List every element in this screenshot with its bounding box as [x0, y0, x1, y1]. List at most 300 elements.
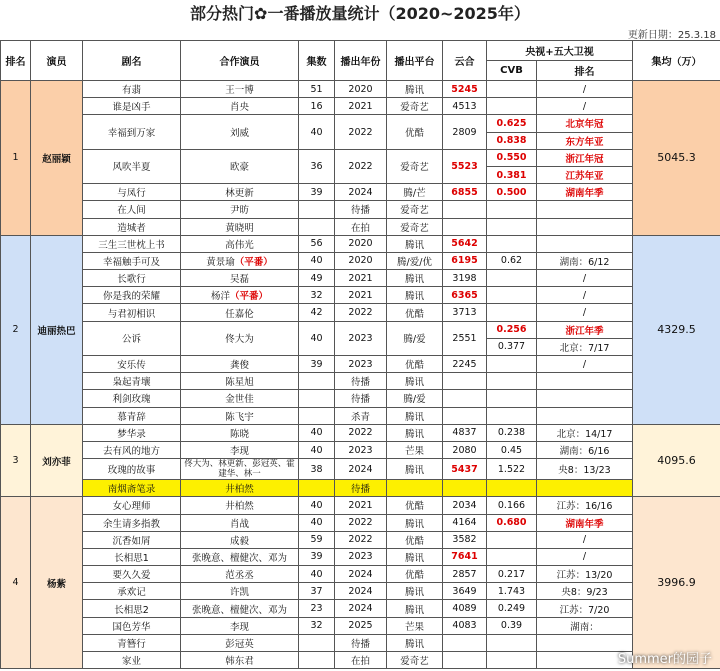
costar-cell: 林更新	[181, 184, 299, 201]
costar-cell: 陈飞宇	[181, 407, 299, 424]
cvb-cell	[487, 304, 537, 321]
year-cell: 2021	[335, 98, 387, 115]
platform-cell: 腾讯	[387, 548, 443, 565]
ranking-cell: /	[537, 356, 633, 373]
platform-cell: 腾讯	[387, 407, 443, 424]
costar-cell: 张晚意、檀健次、邓为	[181, 600, 299, 617]
actor-cell: 杨紫	[31, 497, 83, 669]
title-cell: 余生请多指教	[83, 514, 181, 531]
table-row	[1, 304, 720, 321]
cvb-cell	[487, 356, 537, 373]
header-cell: 播出平台	[387, 41, 443, 81]
costar-cell: 黄景瑜（平番）	[181, 252, 299, 269]
yunhe-cell: 3198	[443, 270, 487, 287]
episodes-cell	[299, 218, 335, 235]
cvb-cell	[487, 407, 537, 424]
year-cell: 2023	[335, 441, 387, 458]
year-cell: 待播	[335, 201, 387, 218]
year-cell: 2025	[335, 617, 387, 634]
actor-cell: 赵丽颖	[31, 81, 83, 236]
title-cell: 国色芳华	[83, 617, 181, 634]
year-cell: 2022	[335, 115, 387, 149]
title-cell: 与凤行	[83, 184, 181, 201]
costar-cell: 成毅	[181, 531, 299, 548]
table-row	[1, 407, 720, 424]
cvb-cell: 0.377	[487, 338, 537, 355]
cvb-cell	[487, 218, 537, 235]
yunhe-cell: 2245	[443, 356, 487, 373]
cvb-cell: 0.249	[487, 600, 537, 617]
cvb-cell	[487, 270, 537, 287]
table-row	[1, 583, 720, 600]
header-cell: 演员	[31, 41, 83, 81]
yunhe-cell: 6195	[443, 252, 487, 269]
year-cell: 待播	[335, 634, 387, 651]
yunhe-cell: 6855	[443, 184, 487, 201]
episodes-cell: 39	[299, 548, 335, 565]
ranking-cell: 江苏：16/16	[537, 497, 633, 514]
yunhe-cell: 2551	[443, 321, 487, 355]
yunhe-cell: 2809	[443, 115, 487, 149]
platform-cell: 腾/爱	[387, 390, 443, 407]
episodes-cell: 40	[299, 252, 335, 269]
cvb-cell	[487, 652, 537, 669]
cvb-cell: 0.625	[487, 115, 537, 132]
costar-cell: 黄晓明	[181, 218, 299, 235]
year-cell: 2022	[335, 424, 387, 441]
ranking-cell: 央8：9/23	[537, 583, 633, 600]
platform-cell: 爱奇艺	[387, 201, 443, 218]
ranking-cell	[537, 373, 633, 390]
episodes-cell: 40	[299, 424, 335, 441]
rank-cell: 3	[1, 424, 31, 497]
ranking-cell: /	[537, 531, 633, 548]
episodes-cell	[299, 480, 335, 497]
ranking-cell	[537, 201, 633, 218]
platform-cell: 芒果	[387, 441, 443, 458]
cvb-cell: 0.217	[487, 566, 537, 583]
year-cell: 2022	[335, 149, 387, 183]
table-row	[1, 548, 720, 565]
ranking-cell: 江苏：7/20	[537, 600, 633, 617]
table-row	[1, 252, 720, 269]
page-title: 部分热门✿一番播放量统计（2020~2025年）	[190, 4, 530, 23]
costar-cell: 任嘉伦	[181, 304, 299, 321]
yunhe-cell: 3649	[443, 583, 487, 600]
table-row	[1, 634, 720, 651]
title-cell: 风吹半夏	[83, 149, 181, 183]
title-cell: 幸福到万家	[83, 115, 181, 149]
yunhe-cell: 2857	[443, 566, 487, 583]
episodes-cell: 36	[299, 149, 335, 183]
yunhe-cell: 4164	[443, 514, 487, 531]
ranking-cell: /	[537, 98, 633, 115]
table-row	[1, 600, 720, 617]
ranking-cell	[537, 480, 633, 497]
episodes-cell: 16	[299, 98, 335, 115]
costar-cell: 井柏然	[181, 497, 299, 514]
episodes-cell	[299, 390, 335, 407]
title-cell: 有翡	[83, 81, 181, 98]
title-cell: 家业	[83, 652, 181, 669]
episodes-cell: 38	[299, 459, 335, 480]
yunhe-cell	[443, 218, 487, 235]
title-cell: 长歌行	[83, 270, 181, 287]
year-cell: 2021	[335, 497, 387, 514]
ranking-cell: 湖南：6/12	[537, 252, 633, 269]
yunhe-cell	[443, 201, 487, 218]
table-row	[1, 514, 720, 531]
yunhe-cell: 3582	[443, 531, 487, 548]
costar-cell: 肖央	[181, 98, 299, 115]
title-cell: 去有风的地方	[83, 441, 181, 458]
table-row	[1, 235, 720, 252]
year-cell: 2020	[335, 81, 387, 98]
episodes-cell: 32	[299, 287, 335, 304]
title-cell: 梦华录	[83, 424, 181, 441]
title-cell: 女心理师	[83, 497, 181, 514]
costar-cell: 杨洋（平番）	[181, 287, 299, 304]
rank-cell: 1	[1, 81, 31, 236]
rank-cell: 4	[1, 497, 31, 669]
episodes-cell: 32	[299, 617, 335, 634]
header-cell: 央视+五大卫视	[487, 41, 633, 61]
costar-cell: 高伟光	[181, 235, 299, 252]
cvb-cell	[487, 81, 537, 98]
episodes-cell	[299, 201, 335, 218]
episodes-cell	[299, 634, 335, 651]
year-cell: 杀青	[335, 407, 387, 424]
cvb-cell	[487, 480, 537, 497]
yunhe-cell: 3713	[443, 304, 487, 321]
year-cell: 在拍	[335, 652, 387, 669]
title-cell: 慕青辞	[83, 407, 181, 424]
episodes-cell: 40	[299, 514, 335, 531]
year-cell: 在拍	[335, 218, 387, 235]
actor-cell: 迪丽热巴	[31, 235, 83, 424]
platform-cell: 腾/爱	[387, 321, 443, 355]
ranking-cell: 江苏年亚	[537, 166, 633, 183]
costar-cell: 李现	[181, 441, 299, 458]
costar-cell: 陈星旭	[181, 373, 299, 390]
cvb-cell: 0.238	[487, 424, 537, 441]
title-cell: 幸福触手可及	[83, 252, 181, 269]
title-cell: 你是我的荣耀	[83, 287, 181, 304]
yunhe-cell: 7641	[443, 548, 487, 565]
costar-cell: 韩东君	[181, 652, 299, 669]
episodes-cell: 23	[299, 600, 335, 617]
yunhe-cell	[443, 480, 487, 497]
yunhe-cell	[443, 373, 487, 390]
table-row	[1, 115, 720, 132]
header-cell: 云合	[443, 41, 487, 81]
platform-cell: 腾/爱/优	[387, 252, 443, 269]
yunhe-cell: 4083	[443, 617, 487, 634]
episodes-cell: 42	[299, 304, 335, 321]
cvb-cell	[487, 390, 537, 407]
ranking-cell	[537, 390, 633, 407]
costar-cell: 佟大为	[181, 321, 299, 355]
costar-cell: 陈晓	[181, 424, 299, 441]
cvb-cell	[487, 235, 537, 252]
cvb-cell: 0.45	[487, 441, 537, 458]
title-cell: 利剑玫瑰	[83, 390, 181, 407]
year-cell: 2022	[335, 514, 387, 531]
platform-cell: 腾讯	[387, 270, 443, 287]
ranking-cell	[537, 407, 633, 424]
yunhe-cell: 4837	[443, 424, 487, 441]
year-cell: 2024	[335, 184, 387, 201]
avg-cell: 5045.3	[633, 81, 720, 236]
year-cell: 待播	[335, 373, 387, 390]
title-cell: 枭起青壤	[83, 373, 181, 390]
year-cell: 待播	[335, 480, 387, 497]
title-cell: 安乐传	[83, 356, 181, 373]
costar-cell: 尹昉	[181, 201, 299, 218]
yunhe-cell: 2034	[443, 497, 487, 514]
cvb-cell: 0.500	[487, 184, 537, 201]
ranking-cell: 东方年亚	[537, 132, 633, 149]
platform-cell: 腾讯	[387, 235, 443, 252]
table-row	[1, 652, 720, 669]
ranking-cell: 浙江年季	[537, 321, 633, 338]
costar-cell: 龚俊	[181, 356, 299, 373]
episodes-cell	[299, 407, 335, 424]
costar-cell: 范丞丞	[181, 566, 299, 583]
platform-cell: 优酷	[387, 497, 443, 514]
cvb-cell: 0.838	[487, 132, 537, 149]
episodes-cell: 39	[299, 356, 335, 373]
costar-cell: 王一博	[181, 81, 299, 98]
cvb-cell: 0.166	[487, 497, 537, 514]
episodes-cell	[299, 652, 335, 669]
costar-cell: 欧豪	[181, 149, 299, 183]
title-cell: 造城者	[83, 218, 181, 235]
title-cell: 长相思2	[83, 600, 181, 617]
episodes-cell: 49	[299, 270, 335, 287]
yunhe-cell: 4089	[443, 600, 487, 617]
yunhe-cell: 5523	[443, 149, 487, 183]
year-cell: 2023	[335, 548, 387, 565]
episodes-cell: 40	[299, 566, 335, 583]
platform-cell: 腾/芒	[387, 184, 443, 201]
cvb-cell	[487, 98, 537, 115]
table-row	[1, 184, 720, 201]
table-row	[1, 459, 720, 480]
ranking-cell: /	[537, 81, 633, 98]
header-cell: 播出年份	[335, 41, 387, 81]
cvb-cell: 0.550	[487, 149, 537, 166]
cvb-cell: 0.256	[487, 321, 537, 338]
episodes-cell: 59	[299, 531, 335, 548]
avg-cell: 3996.9	[633, 497, 720, 669]
yunhe-cell	[443, 390, 487, 407]
table-row	[1, 98, 720, 115]
platform-cell	[387, 480, 443, 497]
yunhe-cell: 2080	[443, 441, 487, 458]
costar-cell: 彭冠英	[181, 634, 299, 651]
header-cell: 排名	[1, 41, 31, 81]
platform-cell: 爱奇艺	[387, 652, 443, 669]
table-row	[1, 441, 720, 458]
costar-cell: 张晚意、檀健次、邓为	[181, 548, 299, 565]
platform-cell: 爱奇艺	[387, 149, 443, 183]
title-cell: 与君初相识	[83, 304, 181, 321]
title-cell: 在人间	[83, 201, 181, 218]
table-row	[1, 356, 720, 373]
platform-cell: 爱奇艺	[387, 98, 443, 115]
year-cell: 2021	[335, 270, 387, 287]
title-cell: 谁是凶手	[83, 98, 181, 115]
table-row	[1, 218, 720, 235]
cvb-cell: 0.381	[487, 166, 537, 183]
cvb-cell: 0.62	[487, 252, 537, 269]
table-row	[1, 566, 720, 583]
title-cell: 公诉	[83, 321, 181, 355]
year-cell: 2023	[335, 356, 387, 373]
title-cell: 南烟斋笔录	[83, 480, 181, 497]
table-row	[1, 270, 720, 287]
yunhe-cell	[443, 634, 487, 651]
platform-cell: 腾讯	[387, 287, 443, 304]
platform-cell: 爱奇艺	[387, 218, 443, 235]
title-cell: 玫瑰的故事	[83, 459, 181, 480]
header-cell: 集数	[299, 41, 335, 81]
cvb-cell	[487, 287, 537, 304]
platform-cell: 腾讯	[387, 424, 443, 441]
episodes-cell: 40	[299, 321, 335, 355]
episodes-cell: 37	[299, 583, 335, 600]
header-cell: 合作演员	[181, 41, 299, 81]
platform-cell: 优酷	[387, 304, 443, 321]
title-cell: 长相思1	[83, 548, 181, 565]
platform-cell: 腾讯	[387, 583, 443, 600]
table-row	[1, 617, 720, 634]
platform-cell: 腾讯	[387, 373, 443, 390]
header-cell: 集均（万）	[633, 41, 720, 81]
header-subcell: CVB	[487, 61, 537, 81]
ranking-cell: 湖南年季	[537, 514, 633, 531]
title-cell: 沉香如屑	[83, 531, 181, 548]
table-row	[1, 424, 720, 441]
episodes-cell	[299, 373, 335, 390]
yunhe-cell: 6365	[443, 287, 487, 304]
table-row	[1, 201, 720, 218]
table-row	[1, 390, 720, 407]
yunhe-cell: 4513	[443, 98, 487, 115]
rank-cell: 2	[1, 235, 31, 424]
table-row	[1, 81, 720, 98]
year-cell: 2020	[335, 252, 387, 269]
ranking-cell: /	[537, 270, 633, 287]
costar-cell: 井柏然	[181, 480, 299, 497]
year-cell: 待播	[335, 390, 387, 407]
ranking-cell	[537, 235, 633, 252]
platform-cell: 腾讯	[387, 514, 443, 531]
table-row	[1, 321, 720, 338]
cvb-cell: 1.522	[487, 459, 537, 480]
year-cell: 2021	[335, 287, 387, 304]
episodes-cell: 40	[299, 441, 335, 458]
year-cell: 2024	[335, 566, 387, 583]
cvb-cell	[487, 373, 537, 390]
yunhe-cell: 5245	[443, 81, 487, 98]
ranking-cell: 湖南：6/16	[537, 441, 633, 458]
cvb-cell	[487, 531, 537, 548]
costar-cell: 许凯	[181, 583, 299, 600]
year-cell: 2024	[335, 583, 387, 600]
title-cell: 承欢记	[83, 583, 181, 600]
table-row	[1, 287, 720, 304]
platform-cell: 芒果	[387, 617, 443, 634]
cvb-cell: 0.39	[487, 617, 537, 634]
cvb-cell	[487, 548, 537, 565]
table-row	[1, 373, 720, 390]
avg-cell: 4329.5	[633, 235, 720, 424]
year-cell: 2020	[335, 235, 387, 252]
cvb-cell: 0.680	[487, 514, 537, 531]
platform-cell: 优酷	[387, 566, 443, 583]
episodes-cell: 39	[299, 184, 335, 201]
table-row	[1, 480, 720, 497]
episodes-cell: 40	[299, 115, 335, 149]
costar-cell: 肖战	[181, 514, 299, 531]
costar-cell: 佟大为、林更新、彭冠英、霍建华、林一	[181, 459, 299, 480]
stats-table	[0, 40, 720, 669]
update-date: 更新日期：25.3.18	[627, 30, 716, 41]
costar-cell: 吴磊	[181, 270, 299, 287]
ranking-cell: 湖南：	[537, 617, 633, 634]
table-row	[1, 497, 720, 514]
header-cell: 剧名	[83, 41, 181, 81]
platform-cell: 优酷	[387, 115, 443, 149]
platform-cell: 优酷	[387, 356, 443, 373]
avg-cell: 4095.6	[633, 424, 720, 497]
title-cell: 三生三世枕上书	[83, 235, 181, 252]
episodes-cell: 56	[299, 235, 335, 252]
ranking-cell: 浙江年冠	[537, 149, 633, 166]
table-row	[1, 531, 720, 548]
ranking-cell: 湖南年季	[537, 184, 633, 201]
costar-cell: 金世佳	[181, 390, 299, 407]
platform-cell: 腾讯	[387, 459, 443, 480]
yunhe-cell: 5437	[443, 459, 487, 480]
episodes-cell: 51	[299, 81, 335, 98]
ranking-cell	[537, 218, 633, 235]
costar-cell: 李现	[181, 617, 299, 634]
ranking-cell: 北京年冠	[537, 115, 633, 132]
cvb-cell	[487, 201, 537, 218]
costar-cell: 刘威	[181, 115, 299, 149]
ranking-cell: /	[537, 548, 633, 565]
header-subcell: 排名	[537, 61, 633, 81]
year-cell: 2023	[335, 321, 387, 355]
platform-cell: 腾讯	[387, 634, 443, 651]
year-cell: 2024	[335, 459, 387, 480]
platform-cell: 腾讯	[387, 81, 443, 98]
table-row	[1, 149, 720, 166]
episodes-cell: 40	[299, 497, 335, 514]
yunhe-cell	[443, 652, 487, 669]
year-cell: 2024	[335, 600, 387, 617]
year-cell: 2022	[335, 531, 387, 548]
platform-cell: 腾讯	[387, 600, 443, 617]
title-cell: 青簪行	[83, 634, 181, 651]
actor-cell: 刘亦菲	[31, 424, 83, 497]
yunhe-cell: 5642	[443, 235, 487, 252]
ranking-cell: /	[537, 304, 633, 321]
watermark: Summer的园子	[617, 652, 712, 667]
